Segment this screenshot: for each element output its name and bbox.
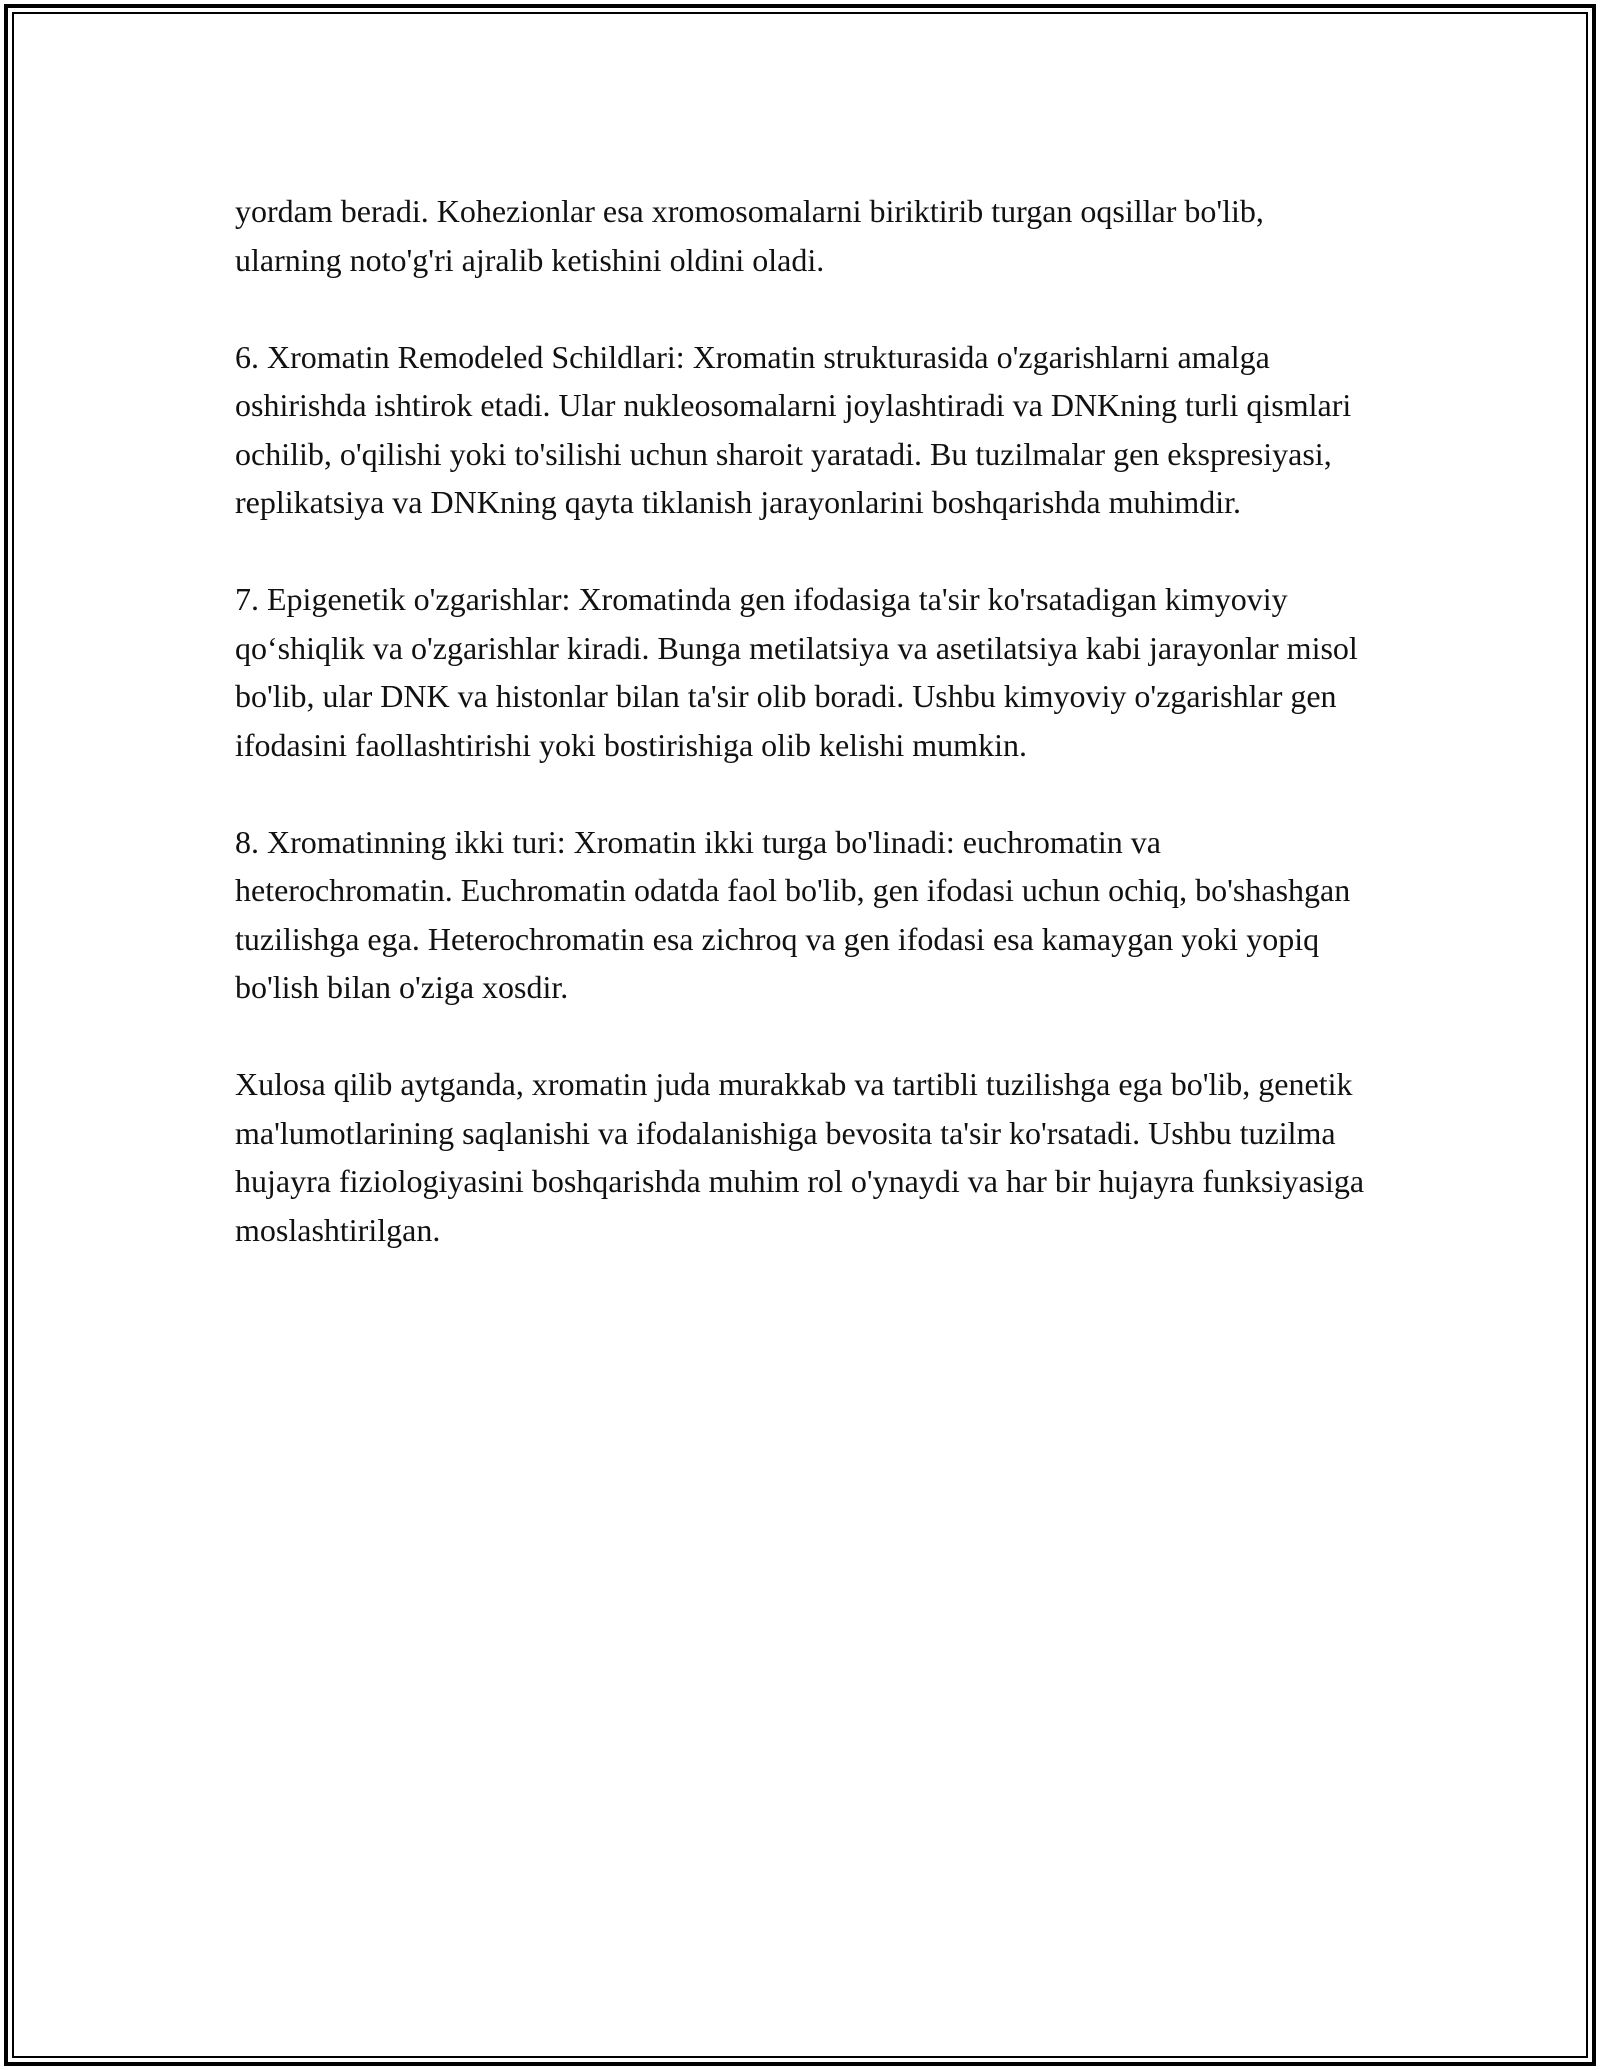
document-body <box>235 187 1375 1254</box>
paragraph-chromatin-types: 8. Xromatinning ikki turi: Xromatin ikki turga bo'linadi: euchromatin va heterochromatin. Euchromatin odatda faol bo'lib, gen ifodasi uchun ochiq, bo'shashgan tuzilishga ega. Heterochromatin esa zichroq va gen ifodasi esa kamaygan yoki yopiq bo'lish bilan o'ziga xosdir. <box>235 823 1351 1005</box>
paragraph-chromatin-remodeling: 6. Xromatin Remodeled Schildlari: Xromatin strukturasida o'zgarishlarni amalga oshirishda ishtirok etadi. Ular nukleosomalarni joylashtiradi va DNKning turli qismlari ochilib, o'qilishi yoki to'silishi uchun sharoit yaratadi. Bu tuzilmalar gen ekspresiyasi, replikatsiya va DNKning qayta tiklanish jarayonlarini boshqarishda muhimdir. <box>235 338 1352 520</box>
paragraph-cohesins-continuation: yordam beradi. Kohezionlar esa xromosomalarni biriktirib turgan oqsillar bo'lib, ularning noto'g'ri ajralib ketishini oldini oladi. <box>235 193 1264 278</box>
paragraph-conclusion: Xulosa qilib aytganda, xromatin juda murakkab va tartibli tuzilishga ega bo'lib, genetik ma'lumotlarining saqlanishi va ifodalanishiga bevosita ta'sir ko'rsatadi. Ushbu tuzilma hujayra fiziologiyasini boshqarishda muhim rol o'ynaydi va har bir hujayra funksiyasiga moslashtirilgan. <box>235 1066 1365 1248</box>
paragraph-epigenetic-changes: 7. Epigenetik o'zgarishlar: Xromatinda gen ifodasiga ta'sir ko'rsatadigan kimyoviy qo‘shiqlik va o'zgarishlar kiradi. Bunga metilatsiya va asetilatsiya kabi jarayonlar misol bo'lib, ular DNK va histonlar bilan ta'sir olib boradi. Ushbu kimyoviy o'zgarishlar gen ifodasini faollashtirishi yoki bostirishiga olib kelishi mumkin. <box>235 581 1358 763</box>
